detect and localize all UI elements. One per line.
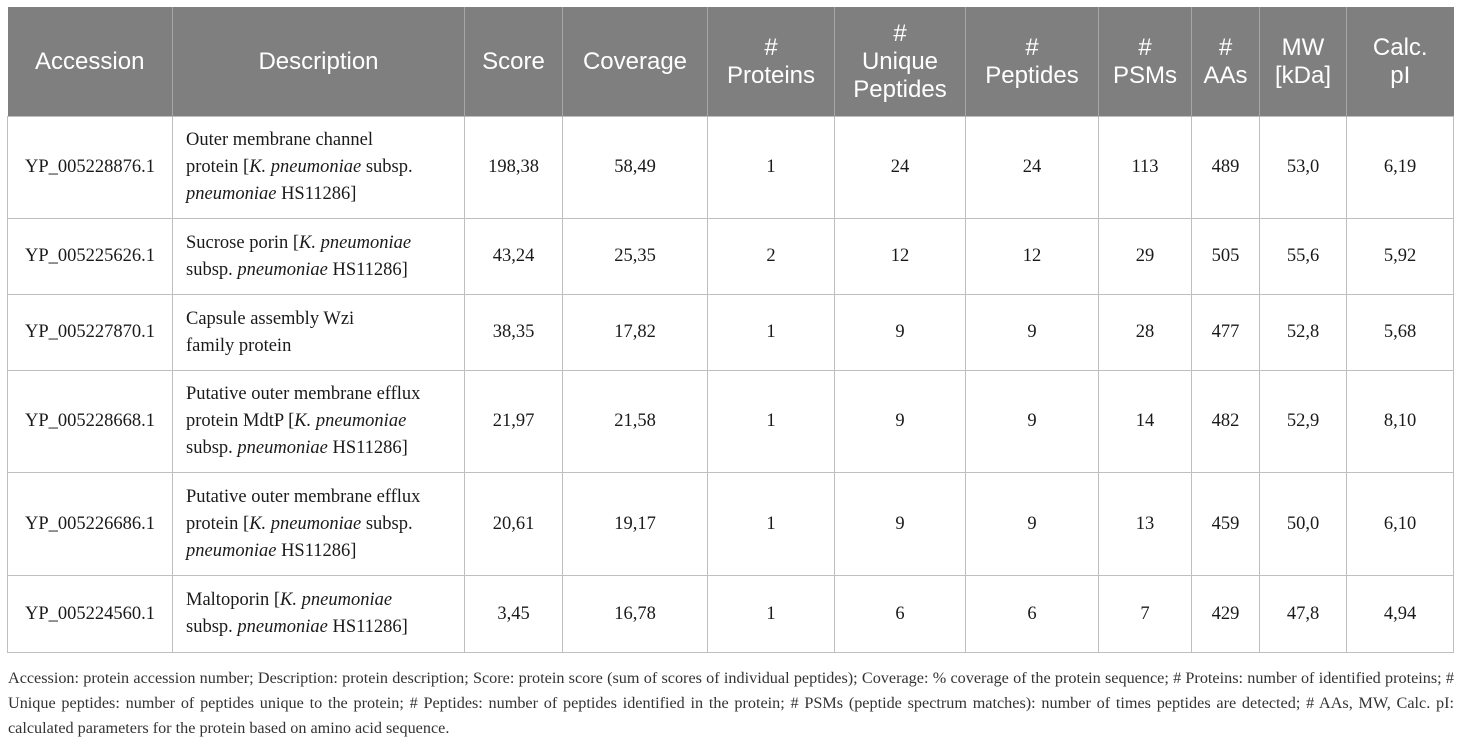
cell-coverage: 17,82	[563, 295, 708, 371]
cell-score: 20,61	[465, 473, 563, 576]
cell-coverage: 21,58	[563, 371, 708, 473]
protein-description: Maltoporin [K. pneumoniae subsp. pneumoniae HS11286]	[186, 590, 408, 637]
table-row	[8, 117, 1454, 219]
protein-description: Outer membrane channel protein [K. pneumoniae subsp. pneumoniae HS11286]	[186, 130, 413, 204]
table-body	[8, 117, 1454, 653]
cell-accession: YP_005226686.1	[8, 473, 173, 576]
cell-mw: 55,6	[1260, 219, 1347, 295]
protein-description: Putative outer membrane efflux protein [K. pneumoniae subsp. pneumoniae HS11286]	[186, 486, 421, 561]
table-row	[8, 576, 1454, 653]
cell-psms: 13	[1099, 473, 1192, 576]
cell-mw: 52,8	[1260, 295, 1347, 371]
cell-accession: YP_005228876.1	[8, 117, 173, 219]
column-header-proteins: # Proteins	[708, 7, 835, 117]
cell-unique-peptides: 12	[835, 219, 966, 295]
cell-peptides: 9	[966, 371, 1099, 473]
cell-accession: YP_005227870.1	[8, 295, 173, 371]
cell-psms: 28	[1099, 295, 1192, 371]
cell-aas: 459	[1192, 473, 1260, 576]
protein-description: Sucrose porin [K. pneumoniae subsp. pneumoniae HS11286]	[186, 232, 412, 280]
cell-description	[173, 295, 465, 371]
cell-score: 38,35	[465, 295, 563, 371]
cell-proteins: 1	[708, 371, 835, 473]
cell-peptides: 12	[966, 219, 1099, 295]
cell-description	[173, 473, 465, 576]
table-header-row	[8, 7, 1454, 117]
cell-proteins: 1	[708, 576, 835, 653]
cell-peptides: 9	[966, 295, 1099, 371]
cell-coverage: 25,35	[563, 219, 708, 295]
cell-calc-pi: 6,10	[1347, 473, 1454, 576]
cell-description	[173, 219, 465, 295]
cell-psms: 14	[1099, 371, 1192, 473]
cell-aas: 505	[1192, 219, 1260, 295]
cell-proteins: 1	[708, 117, 835, 219]
cell-aas: 482	[1192, 371, 1260, 473]
column-header-accession: Accession	[8, 7, 173, 117]
cell-score: 3,45	[465, 576, 563, 653]
cell-score: 198,38	[465, 117, 563, 219]
results-table-container	[7, 7, 1453, 653]
column-header-psms: # PSMs	[1099, 7, 1192, 117]
cell-proteins: 1	[708, 473, 835, 576]
cell-description	[173, 371, 465, 473]
column-header-aas: # AAs	[1192, 7, 1260, 117]
cell-coverage: 58,49	[563, 117, 708, 219]
cell-accession: YP_005225626.1	[8, 219, 173, 295]
cell-psms: 29	[1099, 219, 1192, 295]
table-footnote: Accession: protein accession number; Description: protein description; Score: protein score (sum of scores of individual peptides); Coverage: % coverage of the protein sequence; # Proteins: number of identified proteins; # Unique peptides: number of peptides unique to the protein; # Peptides: number of peptides identified in the protein; # PSMs (peptide spectrum matches): number of times peptides are detected; # AAs, MW, Calc. pI: calculated parameters for the protein based on amino acid sequence.	[8, 669, 1454, 737]
column-header-mw: MW [kDa]	[1260, 7, 1347, 117]
cell-mw: 50,0	[1260, 473, 1347, 576]
cell-accession: YP_005228668.1	[8, 371, 173, 473]
cell-psms: 7	[1099, 576, 1192, 653]
cell-mw: 53,0	[1260, 117, 1347, 219]
cell-score: 21,97	[465, 371, 563, 473]
cell-unique-peptides: 6	[835, 576, 966, 653]
column-header-score: Score	[465, 7, 563, 117]
cell-calc-pi: 6,19	[1347, 117, 1454, 219]
cell-unique-peptides: 9	[835, 295, 966, 371]
cell-aas: 477	[1192, 295, 1260, 371]
cell-aas: 489	[1192, 117, 1260, 219]
table-row	[8, 219, 1454, 295]
column-header-description: Description	[173, 7, 465, 117]
protein-results-table	[7, 7, 1454, 653]
cell-unique-peptides: 9	[835, 473, 966, 576]
cell-description	[173, 576, 465, 653]
cell-aas: 429	[1192, 576, 1260, 653]
cell-proteins: 2	[708, 219, 835, 295]
cell-psms: 113	[1099, 117, 1192, 219]
column-header-coverage: Coverage	[563, 7, 708, 117]
cell-description	[173, 117, 465, 219]
cell-coverage: 19,17	[563, 473, 708, 576]
cell-proteins: 1	[708, 295, 835, 371]
cell-calc-pi: 8,10	[1347, 371, 1454, 473]
column-header-peptides: # Peptides	[966, 7, 1099, 117]
protein-description: Capsule assembly Wzi family protein	[186, 308, 355, 356]
cell-peptides: 24	[966, 117, 1099, 219]
column-header-unique-peptides: # Unique Peptides	[835, 7, 966, 117]
cell-calc-pi: 5,68	[1347, 295, 1454, 371]
column-header-calc-pi: Calc. pI	[1347, 7, 1454, 117]
cell-unique-peptides: 9	[835, 371, 966, 473]
cell-coverage: 16,78	[563, 576, 708, 653]
table-row	[8, 295, 1454, 371]
cell-accession: YP_005224560.1	[8, 576, 173, 653]
table-row	[8, 371, 1454, 473]
cell-mw: 47,8	[1260, 576, 1347, 653]
cell-calc-pi: 4,94	[1347, 576, 1454, 653]
cell-score: 43,24	[465, 219, 563, 295]
protein-description: Putative outer membrane efflux protein MdtP [K. pneumoniae subsp. pneumoniae HS11286]	[186, 384, 421, 458]
cell-unique-peptides: 24	[835, 117, 966, 219]
cell-peptides: 6	[966, 576, 1099, 653]
table-row	[8, 473, 1454, 576]
cell-mw: 52,9	[1260, 371, 1347, 473]
cell-peptides: 9	[966, 473, 1099, 576]
cell-calc-pi: 5,92	[1347, 219, 1454, 295]
